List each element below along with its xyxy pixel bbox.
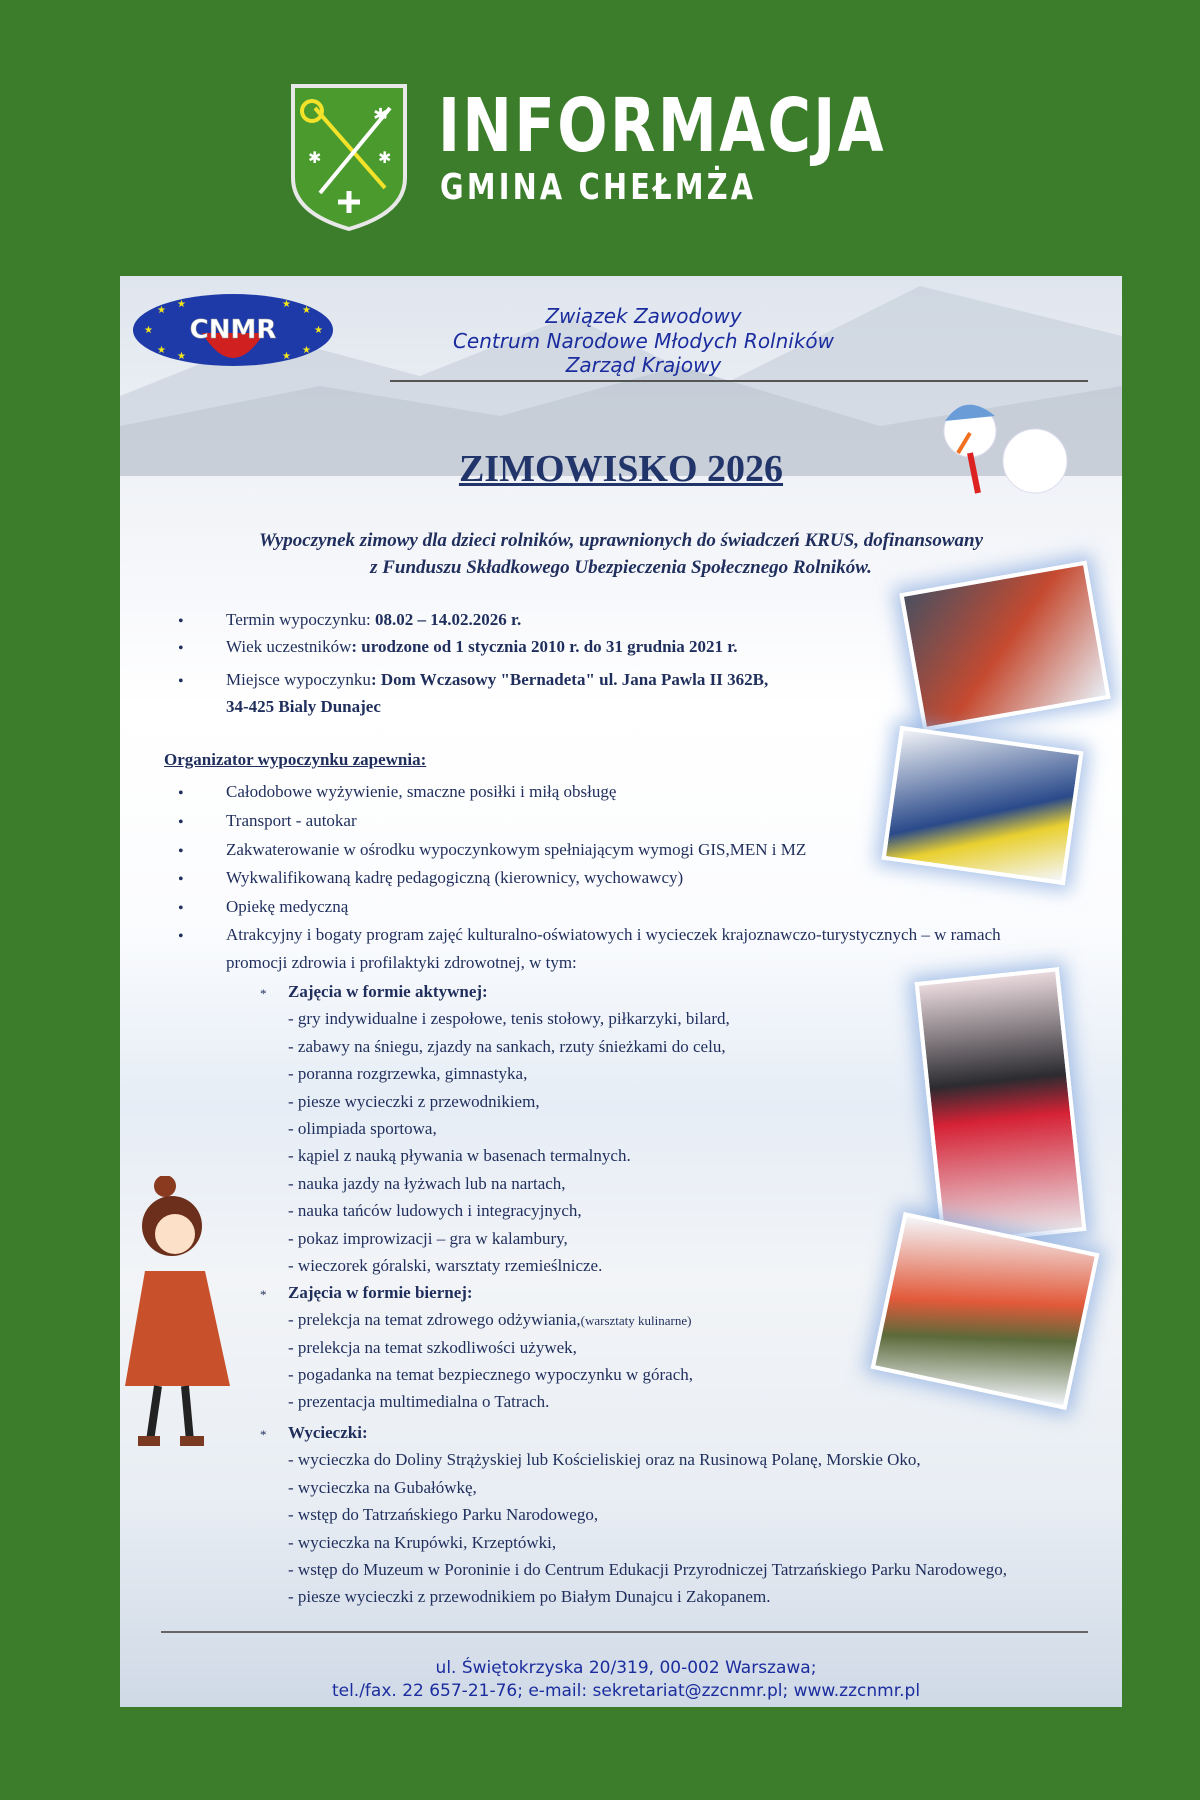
item-text: - nauka tańców ludowych i integracyjnych, — [288, 1201, 582, 1221]
item-text: - kąpiel z nauką pływania w basenach termalnych. — [288, 1146, 631, 1166]
asterisk-icon: * — [260, 986, 267, 1001]
active-item — [288, 1173, 566, 1195]
active-item — [288, 1063, 527, 1085]
organizer-item: Atrakcyjny i bogaty program zajęć kulturalno-oświatowych i wycieczek krajoznawczo-turystycznych – w ramach — [226, 925, 1001, 944]
bullet-icon: • — [178, 900, 184, 917]
trips-heading: Wycieczki: — [288, 1423, 368, 1442]
organizer-item: Zakwaterowanie w ośrodku wypoczynkowym spełniającym wymogi GIS,MEN i MZ — [226, 840, 807, 859]
bullet-icon: • — [178, 785, 184, 802]
trips-item — [288, 1449, 921, 1471]
bullet-icon: • — [178, 843, 184, 860]
svg-text:✱: ✱ — [378, 150, 392, 167]
svg-text:★: ★ — [157, 345, 166, 356]
organizer-item: Opiekę medyczną — [226, 897, 349, 916]
bullet-icon: • — [178, 640, 184, 657]
asterisk-icon: * — [260, 1427, 267, 1442]
girl-skating-illustration — [120, 1176, 245, 1476]
org-line-3: Zarząd Krajowy — [565, 353, 722, 377]
item-text: - pokaz improwizacji – gra w kalambury, — [288, 1228, 568, 1248]
svg-text:★: ★ — [282, 351, 291, 362]
svg-text:✱: ✱ — [308, 150, 322, 167]
svg-text:★: ★ — [157, 305, 166, 316]
passive-item — [288, 1309, 691, 1332]
item-text: - prezentacja multimedialna o Tatrach. — [288, 1392, 550, 1412]
info-term: Termin wypoczynku: 08.02 – 14.02.2026 r. — [226, 610, 522, 629]
organizer-item: Transport - autokar — [226, 811, 357, 830]
item-text: - nauka jazdy na łyżwach lub na nartach, — [288, 1173, 566, 1193]
svg-text:★: ★ — [282, 299, 291, 310]
active-item — [288, 1118, 437, 1140]
item-text: - wycieczka do Doliny Strążyskiej lub Kościeliskiej oraz na Rusinową Polanę, Morskie Oko, — [288, 1450, 921, 1470]
subtitle-line-1: Wypoczynek zimowy dla dzieci rolników, uprawnionych do świadczeń KRUS, dofinansowany — [258, 530, 984, 551]
photo-child-red-jacket — [871, 1212, 1100, 1410]
footer-divider — [161, 1631, 1088, 1633]
item-text: - wieczorek góralski, warsztaty rzemieślnicze. — [288, 1256, 603, 1275]
item-text: - wycieczka na Krupówki, Krzeptówki, — [288, 1532, 557, 1552]
passive-item — [288, 1337, 577, 1359]
trips-item — [288, 1532, 556, 1554]
trips-item — [288, 1504, 598, 1526]
header-subtitle: GMINA CHEŁMŻA — [440, 167, 757, 208]
org-line-2: Centrum Narodowe Młodych Rolników — [452, 329, 835, 353]
info-place-line-2: 34-425 Bialy Dunajec — [226, 697, 381, 716]
item-text: - piesze wycieczki z przewodnikiem po Białym Dunajcu i Zakopanem. — [288, 1587, 771, 1607]
active-item — [288, 1228, 568, 1250]
active-item — [288, 1145, 631, 1167]
bullet-icon: • — [178, 871, 184, 888]
svg-text:★: ★ — [177, 299, 186, 310]
organizer-item: promocji zdrowia i profilaktyki zdrowotnej, w tym: — [226, 953, 577, 972]
info-age: Wiek uczestników: urodzone od 1 stycznia 2010 r. do 31 grudnia 2021 r. — [226, 637, 738, 656]
svg-text:★: ★ — [177, 351, 186, 362]
active-item — [288, 1091, 540, 1113]
item-text: - piesze wycieczki z przewodnikiem, — [288, 1091, 540, 1111]
info-place: Miejsce wypoczynku: Dom Wczasowy "Bernadeta" ul. Jana Pawla II 362B, — [226, 670, 769, 689]
photo-child-on-sled — [882, 726, 1084, 885]
item-text: - wycieczka na Gubałówkę, — [288, 1477, 477, 1497]
bullet-icon: • — [178, 814, 184, 831]
header-divider — [390, 380, 1088, 382]
organizer-item: Całodobowe wyżywienie, smaczne posiłki i miłą obsługę — [226, 782, 617, 801]
active-item — [288, 1200, 582, 1222]
bullet-icon: • — [178, 613, 184, 630]
svg-text:✱: ✱ — [373, 105, 389, 125]
passive-item — [288, 1391, 549, 1413]
svg-text:★: ★ — [302, 305, 311, 316]
photo-children-sledding — [899, 561, 1110, 732]
organizer-heading: Organizator wypoczynku zapewnia: — [164, 750, 427, 769]
passive-heading: Zajęcia w formie biernej: — [288, 1283, 473, 1302]
footer-address: ul. Świętokrzyska 20/319, 00-002 Warszawa; — [435, 1658, 817, 1678]
poster — [120, 276, 1122, 1707]
item-note: (warsztaty kulinarne) — [580, 1313, 692, 1329]
item-text: - prelekcja na temat zdrowego odżywiania, — [288, 1310, 581, 1330]
svg-text:CNMR: CNMR — [189, 315, 277, 345]
organizer-item: Wykwalifikowaną kadrę pedagogiczną (kierownicy, wychowawcy) — [226, 868, 684, 887]
item-text: - wstęp do Tatrzańskiego Parku Narodowego, — [288, 1505, 599, 1525]
item-text: - wstęp do Muzeum w Poroninie i do Centrum Edukacji Przyrodniczej Tatrzańskiego Parku Narodowego, — [288, 1560, 1007, 1579]
org-line-1: Związek Zawodowy — [545, 304, 742, 328]
item-text: - zabawy na śniegu, zjazdy na sankach, rzuty śnieżkami do celu, — [288, 1036, 726, 1056]
header-title: INFORMACJA — [438, 83, 886, 169]
footer-contact: tel./fax. 22 657-21-76; e-mail: sekretariat@zzcnmr.pl; www.zzcnmr.pl — [331, 1681, 921, 1701]
item-text: - gry indywidualne i zespołowe, tenis stołowy, piłkarzyki, bilard, — [288, 1009, 730, 1029]
trips-item — [288, 1559, 1007, 1581]
item-text: - poranna rozgrzewka, gimnastyka, — [288, 1064, 528, 1084]
item-text: - pogadanka na temat bezpiecznego wypoczynku w górach, — [288, 1364, 693, 1384]
svg-text:★: ★ — [144, 325, 153, 336]
asterisk-icon: * — [260, 1287, 267, 1302]
photo-child-with-sled — [915, 967, 1087, 1246]
trips-item — [288, 1477, 477, 1499]
poster-title: ZIMOWISKO 2026 — [458, 448, 784, 490]
subtitle-line-2: z Funduszu Składkowego Ubezpieczenia Społecznego Rolników. — [370, 557, 872, 578]
active-item — [288, 1036, 726, 1058]
active-item — [288, 1255, 602, 1277]
active-heading: Zajęcia w formie aktywnej: — [288, 982, 488, 1001]
bullet-icon: • — [178, 928, 184, 945]
bullet-icon: • — [178, 673, 184, 690]
svg-text:★: ★ — [302, 345, 311, 356]
gmina-coat-of-arms-logo — [290, 83, 408, 231]
active-item — [288, 1008, 730, 1030]
item-text: - olimpiada sportowa, — [288, 1119, 437, 1138]
passive-item — [288, 1364, 693, 1386]
item-text: - prelekcja na temat szkodliwości używek, — [288, 1337, 577, 1357]
svg-text:★: ★ — [314, 325, 323, 336]
trips-item — [288, 1586, 770, 1608]
